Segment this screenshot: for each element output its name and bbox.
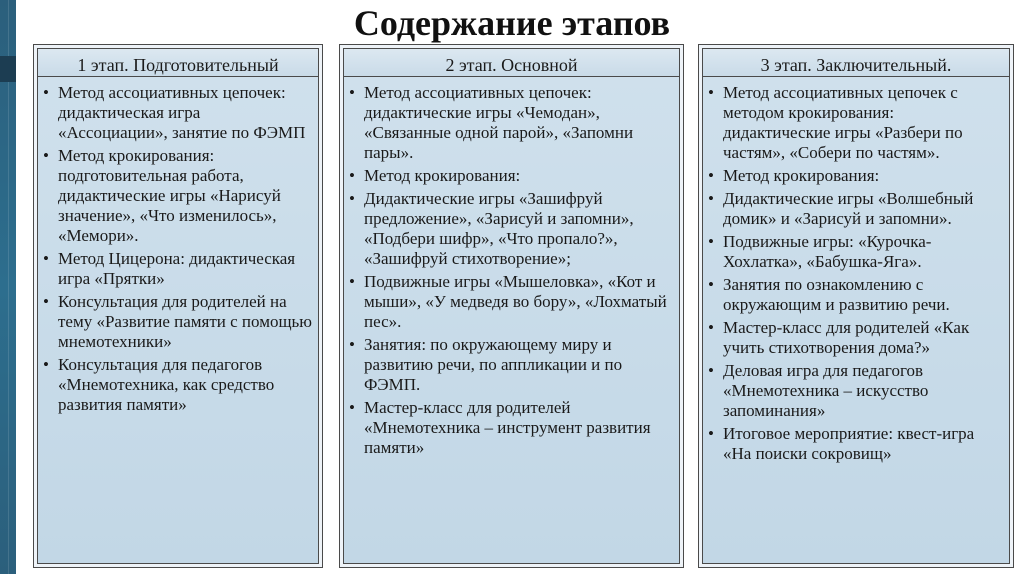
stage-column-1 (33, 44, 323, 568)
stage-2-item: • Подвижные игры «Мышеловка», «Кот и мыши», «У медведя во бору», «Лохматый пес». (346, 272, 673, 332)
stage-1-item: • Метод ассоциативных цепочек: дидактическая игра «Ассоциации», занятие по ФЭМП (40, 83, 312, 143)
stage-3-item: • Метод ассоциативных цепочек с методом крокирования: дидактические игры «Разбери по частям», «Собери по частям». (705, 83, 1003, 163)
stage-1-list (40, 83, 312, 415)
stage-column-2-body (344, 77, 679, 563)
stage-column-3-inner (702, 48, 1010, 564)
stage-2-item: • Мастер-класс для родителей «Мнемотехника – инструмент развития памяти» (346, 398, 673, 458)
stage-column-1-body (38, 77, 318, 563)
stage-2-item: • Дидактические игры «Зашифруй предложение», «Зарисуй и запомни», «Подбери шифр», «Что пропало?», «Зашифруй стихотворение»; (346, 189, 673, 269)
stage-3-item: • Деловая игра для педагогов «Мнемотехника – искусство запоминания» (705, 361, 1003, 421)
stage-3-list (705, 83, 1003, 464)
stage-3-item: • Подвижные игры: «Курочка-Хохлатка», «Бабушка-Яга». (705, 232, 1003, 272)
stage-column-2-header: 2 этап. Основной (344, 49, 679, 77)
stage-1-item: • Консультация для родителей на тему «Развитие памяти с помощью мнемотехники» (40, 292, 312, 352)
side-decoration-accent (0, 56, 16, 82)
slide-title: Содержание этапов (353, 3, 671, 43)
stage-2-item: • Метод крокирования: (346, 166, 673, 186)
stage-3-item: • Дидактические игры «Волшебный домик» и «Зарисуй и запомни». (705, 189, 1003, 229)
stage-column-2-inner (343, 48, 680, 564)
stage-column-3 (698, 44, 1014, 568)
stage-column-3-body (703, 77, 1009, 563)
stage-1-item: • Консультация для педагогов «Мнемотехника, как средство развития памяти» (40, 355, 312, 415)
stage-2-item: • Занятия: по окружающему миру и развитию речи, по аппликации и по ФЭМП. (346, 335, 673, 395)
stage-2-list (346, 83, 673, 458)
stage-3-item: • Метод крокирования: (705, 166, 1003, 186)
stage-column-3-header: 3 этап. Заключительный. (703, 49, 1009, 77)
stage-column-1-inner (37, 48, 319, 564)
stage-1-item: • Метод Цицерона: дидактическая игра «Прятки» (40, 249, 312, 289)
side-decoration-line (8, 0, 9, 574)
stage-3-item: • Мастер-класс для родителей «Как учить стихотворения дома?» (705, 318, 1003, 358)
stage-column-2 (339, 44, 684, 568)
stage-3-item: • Занятия по ознакомлению с окружающим и развитию речи. (705, 275, 1003, 315)
stage-column-1-header: 1 этап. Подготовительный (38, 49, 318, 77)
stage-2-item: • Метод ассоциативных цепочек: дидактические игры «Чемодан», «Связанные одной парой», «Запомни пары». (346, 83, 673, 163)
stage-1-item: • Метод крокирования: подготовительная работа, дидактические игры «Нарисуй значение», «Что изменилось», «Мемори». (40, 146, 312, 246)
stage-3-item: • Итоговое мероприятие: квест-игра «На поиски сокровищ» (705, 424, 1003, 464)
